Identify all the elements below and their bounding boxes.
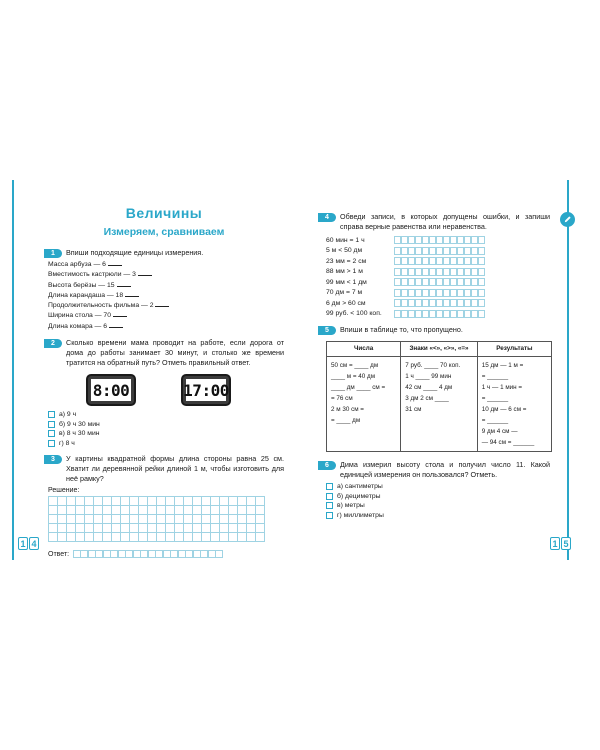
page-number: 1 4 [18, 537, 39, 550]
table-cell[interactable] [401, 357, 478, 452]
answer-blank[interactable] [155, 301, 169, 307]
answer-option: в) метры [326, 501, 550, 511]
answer-option: г) миллиметры [326, 511, 550, 521]
task-4 [318, 212, 550, 319]
table-cell-line: ____ дм ____ см = [331, 384, 386, 391]
answer-blank[interactable] [108, 260, 122, 266]
answer-blank[interactable] [138, 270, 152, 276]
task-text: Впиши в таблице то, что пропущено. [340, 325, 463, 334]
right-page-edge [567, 180, 569, 560]
task-1 [44, 248, 284, 332]
answer-option: б) 9 ч 30 мин [48, 420, 284, 430]
expression-text[interactable]: 6 дм > 60 см [326, 299, 366, 307]
list-item: Масса арбуза — 6 [48, 260, 284, 270]
expression-text[interactable]: 88 мм > 1 м [326, 268, 363, 276]
checkbox[interactable] [326, 483, 333, 490]
answer-blank[interactable] [109, 322, 123, 328]
table-cell-line: 31 см [405, 406, 422, 413]
clock-time: 8:00 [92, 380, 130, 400]
task-number-badge: 1 [44, 249, 62, 258]
table-cell-line: 2 м 30 см = [331, 406, 364, 413]
table-cell-line: 1 ч — 1 мин = [481, 384, 523, 391]
table-cell[interactable] [477, 357, 551, 452]
expression-text[interactable]: 70 дм = 7 м [326, 289, 363, 297]
task-text: У картины квадратной формы длина стороны равна 25 см. Хватит ли деревянной рейки длиной 1 м, чтобы изготовить для неё рамку? [66, 454, 284, 484]
solution-label: Решение: [48, 487, 80, 495]
table-cell-line: 10 дм — 6 см = [481, 406, 527, 413]
task-number-badge: 3 [44, 455, 62, 464]
answer-cells[interactable] [394, 299, 485, 307]
task-5 [318, 325, 550, 452]
digital-clock-icon [86, 374, 136, 406]
digital-clock-icon [181, 374, 231, 406]
checkbox[interactable] [48, 440, 55, 447]
expression-text[interactable]: 99 руб. < 100 коп. [326, 310, 382, 318]
task-number-badge: 2 [44, 339, 62, 348]
checkbox[interactable] [326, 502, 333, 509]
checkbox[interactable] [48, 421, 55, 428]
answer-option: а) 9 ч [48, 410, 284, 420]
solution-grid[interactable] [48, 496, 265, 542]
task-number-badge: 6 [318, 461, 336, 470]
answer-cells[interactable] [394, 310, 485, 318]
left-page [44, 205, 284, 558]
clock-time: 17:00 [183, 380, 229, 400]
table-cell-line: 15 дм — 1 м = [481, 362, 524, 369]
table-header: Знаки «<», «>», «=» [401, 342, 478, 357]
page-subtitle: Измеряем, сравниваем [103, 226, 225, 238]
task-text: Сколько времени мама проводит на работе, если дорога от дома до работы занимает 30 минут, и столько же времени тратится на обратный путь? Отметь правильный ответ. [66, 338, 284, 368]
table-header: Результаты [477, 342, 551, 357]
list-item [326, 309, 550, 320]
table-cell-line: 3 дм 2 см ____ [405, 395, 449, 402]
table-cell-line: — 94 см = ______ [481, 439, 535, 446]
answer-cells[interactable] [394, 257, 485, 265]
table-cell-line: 1 ч ____ 99 мин [405, 373, 452, 380]
answer-cells[interactable] [394, 247, 485, 255]
table-cell-line: ____ м = 40 дм [331, 373, 376, 380]
table-cell-line: = ______ [481, 417, 509, 424]
list-item [326, 256, 550, 267]
answer-option: г) 8 ч [48, 439, 284, 449]
checkbox[interactable] [48, 430, 55, 437]
expression-text[interactable]: 5 м < 50 дм [326, 247, 363, 255]
list-item: Длина комара — 6 [48, 322, 284, 332]
list-item [326, 288, 550, 299]
page-title: Величины [125, 205, 203, 221]
list-item [326, 246, 550, 257]
table-cell[interactable] [327, 357, 401, 452]
task-number-badge: 4 [318, 213, 336, 222]
answer-cells[interactable] [394, 268, 485, 276]
checkbox[interactable] [48, 411, 55, 418]
answer-option: в) 8 ч 30 мин [48, 429, 284, 439]
list-item: Длина карандаша — 18 [48, 291, 284, 301]
expression-text[interactable]: 60 мин = 1 ч [326, 236, 365, 244]
pencil-icon [560, 212, 575, 227]
table-cell-line: = 76 см [331, 395, 353, 402]
list-item [326, 298, 550, 309]
page-number: 1 5 [550, 537, 571, 550]
answer-blank[interactable] [125, 291, 139, 297]
left-page-edge [12, 180, 14, 560]
checkbox[interactable] [326, 493, 333, 500]
answer-cells[interactable] [394, 236, 485, 244]
answer-option: б) дециметры [326, 492, 550, 502]
table-cell-line: 9 дм 4 см — [481, 428, 518, 435]
expression-text[interactable]: 99 мм < 1 дм [326, 278, 367, 286]
list-item: Продолжительность фильма — 2 [48, 301, 284, 311]
answer-cells[interactable] [73, 550, 223, 558]
task-number-badge: 5 [318, 326, 336, 335]
task-text: Дима измерил высоту стола и получил число 11. Какой единицей измерения он пользовался? Отметь. [340, 460, 550, 479]
table-header: Числа [327, 342, 401, 357]
task-3 [44, 454, 284, 558]
answer-label: Ответ: [48, 550, 70, 558]
answer-blank[interactable] [117, 281, 131, 287]
expression-text[interactable]: 23 мм = 2 см [326, 257, 367, 265]
fill-in-table [326, 341, 552, 452]
table-cell-line: = ______ [481, 395, 509, 402]
checkbox[interactable] [326, 512, 333, 519]
list-item: Вместимость кастрюли — 3 [48, 270, 284, 280]
task-text: Впиши подходящие единицы измерения. [66, 248, 204, 257]
list-item: Высота берёзы — 15 [48, 281, 284, 291]
table-cell-line: 42 см ____ 4 дм [405, 384, 453, 391]
list-item: Ширина стола — 70 [48, 311, 284, 321]
answer-option: а) сантиметры [326, 482, 550, 492]
list-item [326, 267, 550, 278]
table-cell-line: 50 см = ____ дм [331, 362, 379, 369]
answer-cells[interactable] [394, 289, 485, 297]
table-cell-line: = ______ [481, 373, 509, 380]
task-text: Обведи записи, в которых допущены ошибки, и запиши справа верные равенства или неравенства. [340, 212, 550, 231]
task-2 [44, 338, 284, 448]
table-cell-line: = ____ дм [331, 417, 361, 424]
list-item [326, 235, 550, 246]
task-6 [318, 460, 550, 520]
answer-cells[interactable] [394, 278, 485, 286]
answer-blank[interactable] [113, 311, 127, 317]
table-cell-line: 7 руб. ____ 70 коп. [405, 362, 461, 369]
right-page [318, 212, 550, 520]
list-item [326, 277, 550, 288]
